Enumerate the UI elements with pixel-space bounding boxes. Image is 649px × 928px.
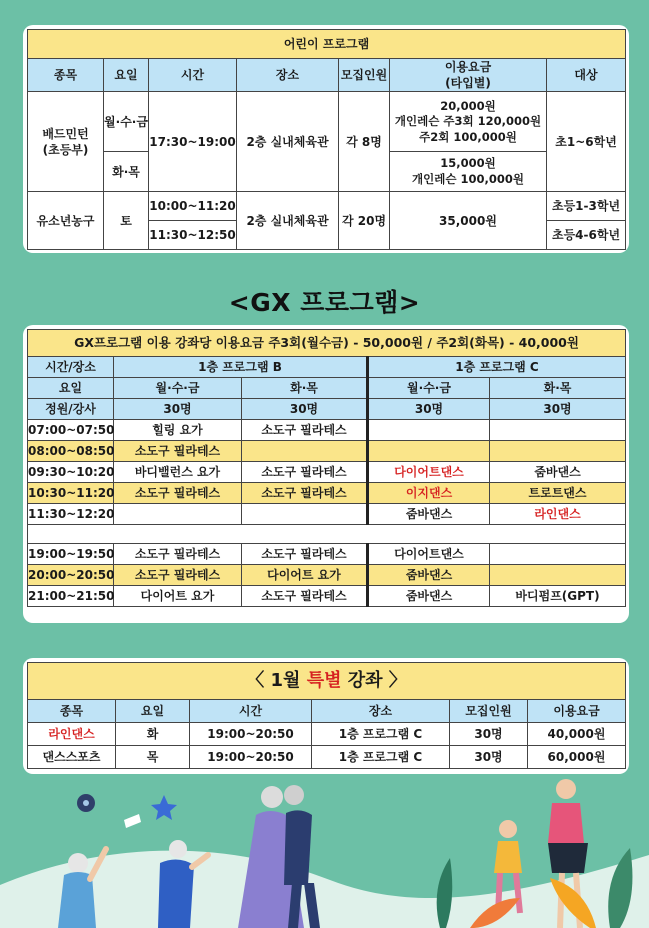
basketball-time1: 10:00~11:20 [149,192,237,221]
special-header-fee: 이용요금 [528,700,626,723]
gx-time: 10:30~11:20 [28,483,114,504]
header-capacity: 모집인원 [339,59,390,92]
gx-schedule-table [27,329,626,607]
gx-row-capacity: 정원/강사 [28,399,114,420]
badminton-capacity: 각 8명 [339,92,390,192]
header-target: 대상 [547,59,626,92]
header-day: 요일 [104,59,149,92]
gx-program-panel [23,325,629,623]
badminton-day1: 월·수·금 [104,92,149,152]
basketball-time2: 11:30~12:50 [149,221,237,250]
gx-c-tt-class: 라인댄스 [490,504,626,525]
gx-row [28,504,626,525]
dancing-couple [238,785,320,928]
gx-time: 07:00~07:50 [28,420,114,441]
gx-c-tt-class: 트로트댄스 [490,483,626,504]
star-icon [151,795,177,820]
kids-program-title: 어린이 프로그램 [28,30,626,59]
gx-b-mwf-class [114,504,242,525]
gx-time: 19:00~19:50 [28,544,114,565]
header-fee: 이용요금 (타입별) [390,59,547,92]
badminton-name: 배드민턴 (초등부) [28,92,104,192]
gx-b-mwf-class: 소도구 필라테스 [114,441,242,462]
gx-b-tt-class: 다이어트 요가 [242,565,368,586]
special-row [28,746,626,769]
header-time: 시간 [149,59,237,92]
gx-b-mwf: 월·수·금 [114,378,242,399]
special-title-highlight: 특별 [306,669,342,691]
badminton-fee1: 20,000원 개인레슨 주3회 120,000원 주2회 100,000원 [390,92,547,152]
gx-b-mwf-class: 힐링 요가 [114,420,242,441]
basketball-name: 유소년농구 [28,192,104,250]
gx-room-c: 1층 프로그램 C [368,357,626,378]
gx-b-mwf-class: 소도구 필라테스 [114,483,242,504]
special-program-table [27,662,626,769]
special-fee: 40,000원 [528,723,626,746]
gx-c-tt-class: 바디펌프(GPT) [490,586,626,607]
special-day: 화 [116,723,190,746]
basketball-day: 토 [104,192,149,250]
badminton-fee2: 15,000원 개인레슨 100,000원 [390,152,547,192]
music-note-icon [124,814,141,828]
gx-gap-row [28,525,626,544]
gx-room-b: 1층 프로그램 B [114,357,368,378]
gx-c-tt-class [490,565,626,586]
special-capacity: 30명 [450,746,528,769]
badminton-time: 17:30~19:00 [149,92,237,192]
kids-program-table [27,29,626,250]
gx-row-time-place: 시간/장소 [28,357,114,378]
special-header-time: 시간 [190,700,312,723]
gx-b-tt-class [242,441,368,462]
basketball-target1: 초등1-3학년 [547,192,626,221]
gx-time: 08:00~08:50 [28,441,114,462]
badminton-place: 2층 실내체육관 [237,92,339,192]
special-program-title [28,663,626,700]
gx-row-day: 요일 [28,378,114,399]
gx-b-tt-class: 소도구 필라테스 [242,420,368,441]
gx-c-tt-class [490,441,626,462]
gx-c-tt: 화·목 [490,378,626,399]
disc-center [83,800,89,806]
gx-row [28,565,626,586]
gx-time: 11:30~12:20 [28,504,114,525]
badminton-day2: 화·목 [104,152,149,192]
basketball-target2: 초등4-6학년 [547,221,626,250]
exercise-illustration [0,775,649,928]
gx-program-title: <GX 프로그램> [228,288,421,317]
gx-b-tt-class: 소도구 필라테스 [242,483,368,504]
gx-c-mwf-class: 줌바댄스 [368,504,490,525]
gx-time: 21:00~21:50 [28,586,114,607]
gx-c-mwf-class: 줌바댄스 [368,586,490,607]
gx-c-mwf-class: 이지댄스 [368,483,490,504]
special-header-place: 장소 [312,700,450,723]
special-name: 라인댄스 [28,723,116,746]
gx-b-tt-class: 소도구 필라테스 [242,544,368,565]
special-fee: 60,000원 [528,746,626,769]
gx-row [28,544,626,565]
special-title-suffix: 강좌 〉 [341,669,407,691]
gx-c-tt-class [490,544,626,565]
badminton-target: 초1~6학년 [547,92,626,192]
special-day: 목 [116,746,190,769]
gx-b-tt-class [242,504,368,525]
special-time: 19:00~20:50 [190,746,312,769]
gx-c-mwf-class [368,441,490,462]
gx-time: 09:30~10:20 [28,462,114,483]
gx-c-tt-cap: 30명 [490,399,626,420]
kids-program-panel [23,25,629,253]
gx-c-mwf: 월·수·금 [368,378,490,399]
gx-c-mwf-class [368,420,490,441]
basketball-fee: 35,000원 [390,192,547,250]
special-place: 1층 프로그램 C [312,746,450,769]
header-sport: 종목 [28,59,104,92]
special-program-panel [23,658,629,774]
special-name: 댄스스포츠 [28,746,116,769]
special-header-day: 요일 [116,700,190,723]
special-row [28,723,626,746]
gx-c-mwf-class: 줌바댄스 [368,565,490,586]
gx-row [28,420,626,441]
gx-b-mwf-class: 소도구 필라테스 [114,544,242,565]
gx-b-mwf-class: 소도구 필라테스 [114,565,242,586]
gx-b-tt-class: 소도구 필라테스 [242,462,368,483]
gx-fee-banner: GX프로그램 이용 강좌당 이용요금 주3회(월수금) - 50,000원 / 주2회(화목) - 40,000원 [28,330,626,357]
gx-b-tt-class: 소도구 필라테스 [242,586,368,607]
basketball-place: 2층 실내체육관 [237,192,339,250]
gx-row [28,586,626,607]
special-title-prefix: 〈 1월 [246,669,307,691]
gx-row [28,441,626,462]
basketball-capacity: 각 20명 [339,192,390,250]
gx-c-mwf-class: 다이어트댄스 [368,462,490,483]
gx-row [28,462,626,483]
gx-b-mwf-cap: 30명 [114,399,242,420]
gx-b-tt-cap: 30명 [242,399,368,420]
special-time: 19:00~20:50 [190,723,312,746]
gx-c-tt-class [490,420,626,441]
special-capacity: 30명 [450,723,528,746]
gx-c-tt-class: 줌바댄스 [490,462,626,483]
header-place: 장소 [237,59,339,92]
gx-time: 20:00~20:50 [28,565,114,586]
gx-c-mwf-cap: 30명 [368,399,490,420]
gx-row [28,483,626,504]
special-header-sport: 종목 [28,700,116,723]
gx-b-mwf-class: 바디밸런스 요가 [114,462,242,483]
gx-b-mwf-class: 다이어트 요가 [114,586,242,607]
gx-c-mwf-class: 다이어트댄스 [368,544,490,565]
gx-b-tt: 화·목 [242,378,368,399]
special-header-capacity: 모집인원 [450,700,528,723]
special-place: 1층 프로그램 C [312,723,450,746]
